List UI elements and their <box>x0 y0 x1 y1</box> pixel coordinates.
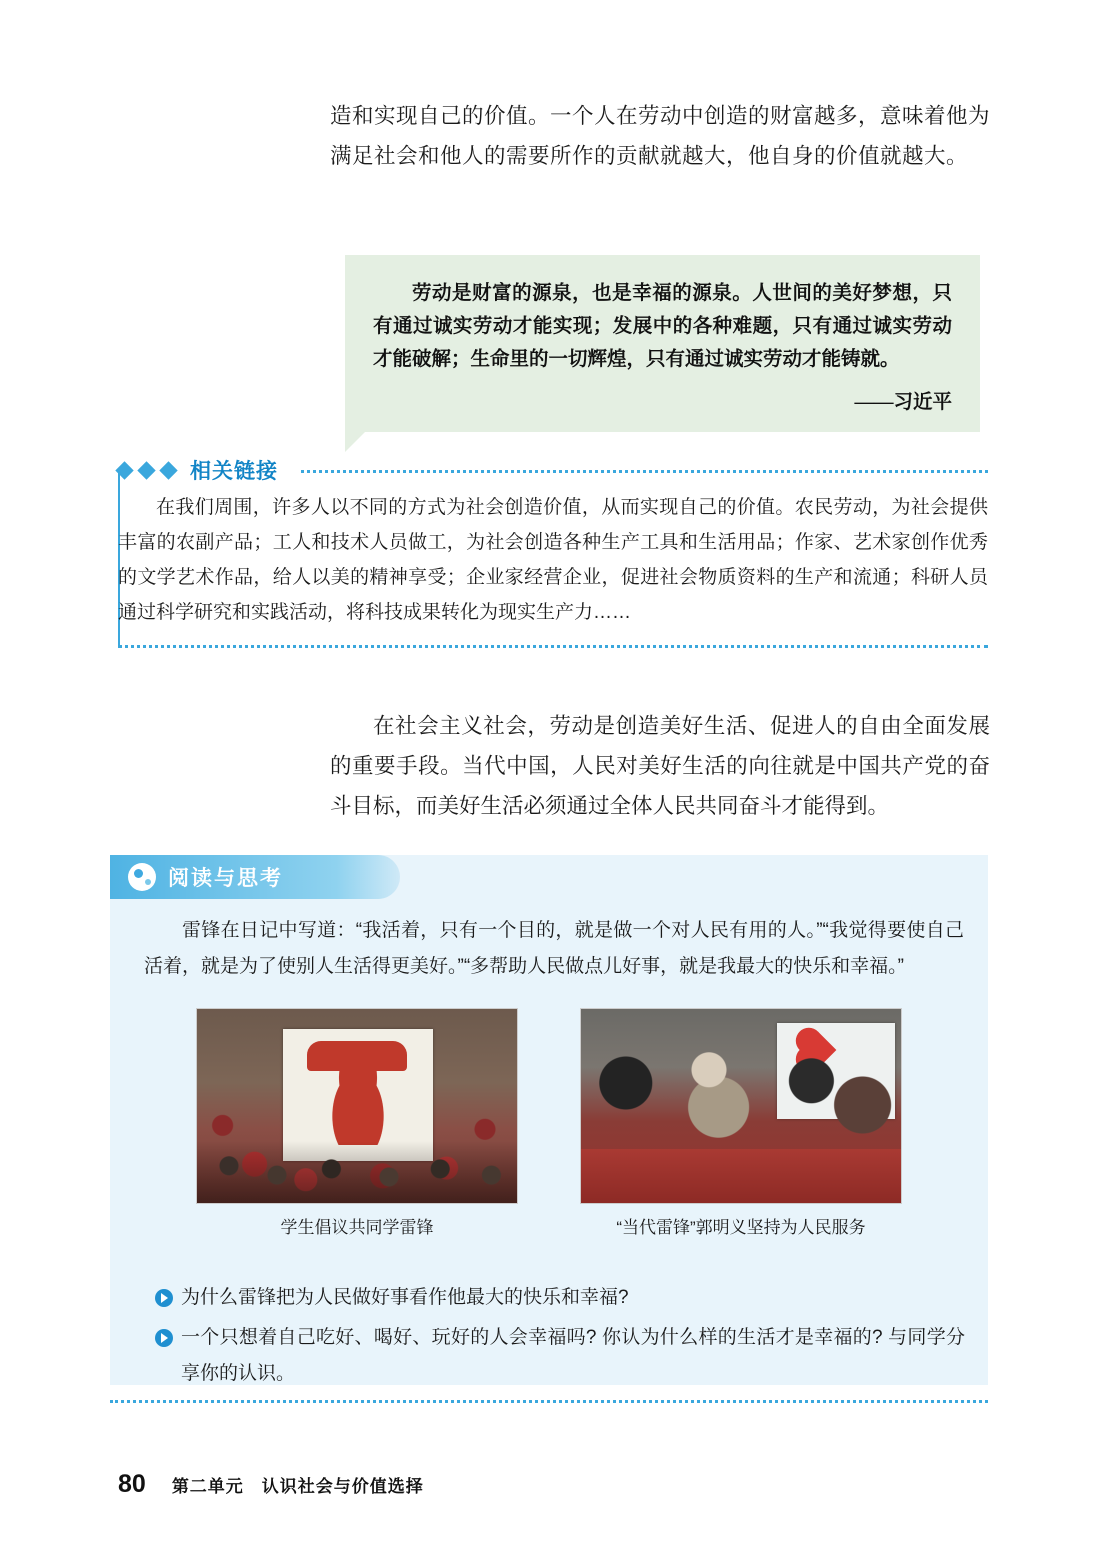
related-links-body: 在我们周围，许多人以不同的方式为社会创造价值，从而实现自己的价值。农民劳动，为社会提供丰富的农副产品；工人和技术人员做工，为社会创造各种生产工具和生活用品；作家、艺术家创作优秀的文学艺术作品，给人以美的精神享受；企业家经营企业，促进社会物质资料的生产和流通；科研人员通过科学研究和实践活动，将科技成果转化为现实生产力…… <box>118 497 988 623</box>
quote-text: 劳动是财富的源泉，也是幸福的源泉。人世间的美好梦想，只有通过诚实劳动才能实现；发展中的各种难题，只有通过诚实劳动才能破解；生命里的一切辉煌，只有通过诚实劳动才能铸就。 <box>373 283 952 370</box>
quote-attribution: ——习近平 <box>854 392 952 413</box>
diamond-icon <box>159 461 177 479</box>
photo-caption: 学生倡议共同学雷锋 <box>280 1218 434 1237</box>
photo-caption: “当代雷锋”郭明义坚持为人民服务 <box>616 1218 866 1237</box>
reading-photos <box>196 1008 902 1238</box>
question-item <box>155 1320 965 1392</box>
dotted-rule <box>301 470 988 473</box>
reading-body-text: 雷锋在日记中写道：“我活着，只有一个目的，就是做一个对人民有用的人。”“我觉得要使自己活着，就是为了使别人生活得更美好。”“多帮助人民做点儿好事，就是我最大的快乐和幸福。” <box>144 920 964 977</box>
middle-paragraph: 在社会主义社会，劳动是创造美好生活、促进人的自由全面发展的重要手段。当代中国，人民对美好生活的向往就是中国共产党的奋斗目标，而美好生活必须通过全体人民共同奋斗才能得到。 <box>330 714 990 818</box>
photo-column <box>196 1008 518 1238</box>
related-links-title: 相关链接 <box>190 460 278 483</box>
top-paragraph: 造和实现自己的价值。一个人在劳动中创造的财富越多，意味着他为满足社会和他人的需要所作的贡献就越大，他自身的价值就越大。 <box>330 104 991 168</box>
photo-column <box>580 1008 902 1238</box>
reading-bubbles-icon <box>128 863 156 891</box>
play-triangle-icon <box>155 1289 173 1307</box>
table-shape <box>581 1149 901 1203</box>
reading-panel-tab-label: 阅读与思考 <box>168 867 283 890</box>
people-shape <box>581 1039 901 1149</box>
quote-block <box>345 255 980 432</box>
diamond-icon <box>115 461 133 479</box>
diamond-icon <box>137 461 155 479</box>
portrait-face-shape <box>319 1049 397 1145</box>
crowd-shape <box>197 1141 517 1203</box>
question-text: 一个只想着自己吃好、喝好、玩好的人会幸福吗? 你认为什么样的生活才是幸福的? 与同学分享你的认识。 <box>181 1327 965 1384</box>
quote-tail-shape <box>345 432 365 452</box>
reading-questions <box>155 1280 965 1396</box>
footer-unit-title: 第二单元 认识社会与价值选择 <box>171 1477 424 1496</box>
reading-panel-tab <box>110 855 400 899</box>
page-number: 80 <box>118 1470 146 1498</box>
question-item <box>155 1280 965 1316</box>
play-triangle-icon <box>155 1329 173 1347</box>
reading-bottom-rule <box>110 1400 988 1403</box>
quote-box <box>345 255 980 432</box>
page-footer <box>118 1470 424 1499</box>
related-links-bottom-rule <box>118 645 988 648</box>
photo-students-lei-feng <box>196 1008 518 1204</box>
photo-guo-mingyi-service <box>580 1008 902 1204</box>
related-links-header <box>118 455 988 485</box>
question-text: 为什么雷锋把为人民做好事看作他最大的快乐和幸福? <box>181 1287 629 1308</box>
